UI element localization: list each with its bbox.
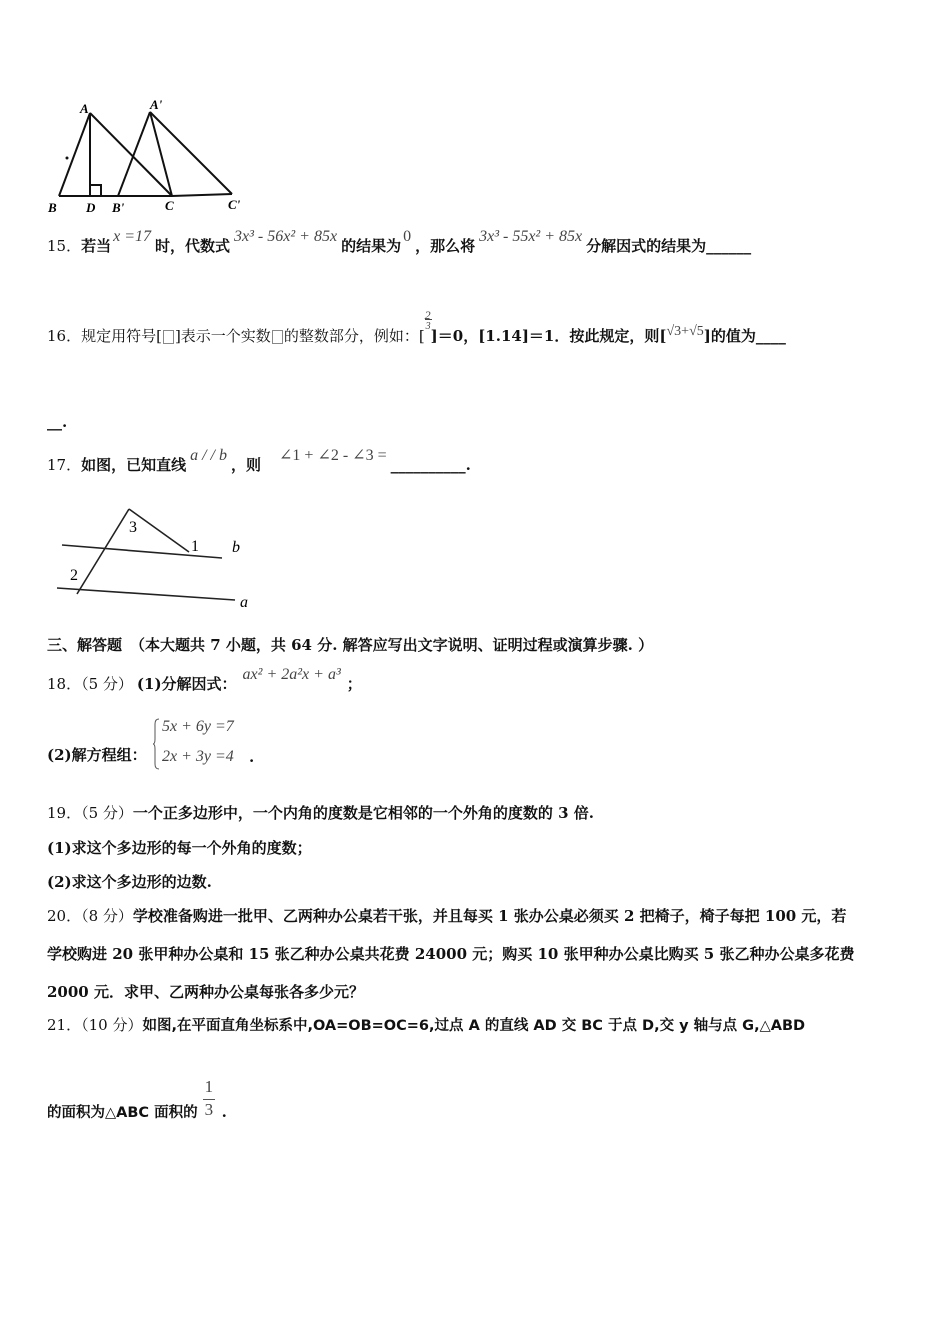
fraction-denominator: 3 xyxy=(204,1100,214,1119)
question-score: （5 分） xyxy=(81,804,133,822)
question-16-continuation: __. xyxy=(47,413,68,431)
question-number: 21． xyxy=(47,1016,82,1034)
placeholder-box-icon xyxy=(163,330,174,344)
section-title: 三、解答题 xyxy=(47,636,123,654)
equation-system xyxy=(152,716,262,772)
angle-label: 3 xyxy=(129,519,137,536)
text: ]表示一个实数 xyxy=(174,327,271,345)
answer-blank: ]的值为____ xyxy=(703,327,786,345)
fraction-numerator: 2 xyxy=(424,308,431,322)
section-note: （本大题共 7 小题，共 64 分. 解答应写出文字说明、证明过程或演算步骤. ） xyxy=(130,636,654,654)
line-label: b xyxy=(232,539,240,556)
text: 时，代数式 xyxy=(155,237,231,255)
text: ，则 xyxy=(231,456,262,474)
question-text: 2000 元．求甲、乙两种办公桌每张各多少元？ xyxy=(47,983,364,1001)
math-expression: 3x³ - 55x² + 85x xyxy=(479,228,583,245)
question-21-line2 xyxy=(47,1077,227,1123)
text: ； xyxy=(346,675,362,693)
math-expression: √3+√5 xyxy=(666,324,704,339)
figure-label: A xyxy=(80,101,89,116)
line-label: a xyxy=(240,594,248,611)
math-expression: 3x³ - 56x² + 85x xyxy=(234,228,338,245)
figure-label: C' xyxy=(228,197,241,212)
fraction xyxy=(202,1077,218,1119)
triangle-figure xyxy=(44,96,254,218)
figure-label: B' xyxy=(112,200,125,215)
text: 若当 xyxy=(81,237,112,255)
section-heading xyxy=(47,635,653,655)
math-expression: ax² + 2a²x + a³ xyxy=(242,666,341,683)
angle-label: 1 xyxy=(191,538,199,555)
text: 规定用符号[ xyxy=(81,327,162,345)
question-15 xyxy=(47,228,752,257)
math-condition: a / / b xyxy=(190,447,227,464)
text: . xyxy=(221,1103,227,1121)
question-number: 15． xyxy=(47,237,82,255)
question-number: 17． xyxy=(47,456,82,474)
question-number: 20． xyxy=(47,907,82,925)
math-expression: ∠1 + ∠2 - ∠3 = xyxy=(279,447,387,464)
question-number: 19． xyxy=(47,804,82,822)
question-number: 16． xyxy=(47,327,82,345)
angle-label: 2 xyxy=(70,567,78,584)
question-number: 18． xyxy=(47,675,82,693)
question-text: 学校购进 20 张甲种办公桌和 15 张乙种办公桌共花费 24000 元；购买 10 张甲种办公桌比购买 5 张乙种办公桌多花费 xyxy=(47,945,855,963)
fraction-denominator: 3 xyxy=(425,321,431,332)
fraction-numerator: 1 xyxy=(204,1077,214,1096)
question-score: （10 分） xyxy=(81,1016,143,1034)
part-label: (2)解方程组： xyxy=(47,746,147,764)
question-20 xyxy=(47,906,846,926)
answer-blank: __________. xyxy=(390,456,471,474)
text: 的整数部分，例如：[ xyxy=(283,327,425,345)
question-text: 如图,在平面直角坐标系中,OA=OB=OC=6,过点 A 的直线 AD 交 BC 于点 D,交 y 轴与点 G,△ABD xyxy=(142,1018,806,1034)
question-19 xyxy=(47,803,594,823)
equation: 2x + 3y =4 xyxy=(162,748,234,765)
figure-label: C xyxy=(165,198,174,213)
equation: 5x + 6y =7 xyxy=(162,718,234,735)
question-score: （8 分） xyxy=(81,907,133,925)
math-condition: x =17 xyxy=(113,228,152,245)
text: ，那么将 xyxy=(415,237,476,255)
figure-label: A' xyxy=(150,97,163,112)
text: 的结果为 xyxy=(341,237,402,255)
question-score: （5 分） xyxy=(81,675,133,693)
figure-label: D xyxy=(86,200,96,215)
part-label: (1)分解因式： xyxy=(136,675,237,693)
question-text: 的面积为△ABC 面积的 xyxy=(47,1105,198,1121)
figure-label: B xyxy=(48,200,57,215)
answer-blank: 分解因式的结果为______ xyxy=(586,237,752,255)
text: ]＝0，[1.14]＝1．按此规定，则[ xyxy=(430,327,667,345)
question-16 xyxy=(47,308,786,348)
text: . xyxy=(249,748,255,766)
brace-icon xyxy=(152,718,160,770)
part-label: (2)求这个多边形的边数. xyxy=(47,873,212,891)
math-value: 0 xyxy=(403,228,412,245)
question-18 xyxy=(47,666,362,695)
placeholder-box-icon xyxy=(272,330,283,344)
question-text: 学校准备购进一批甲、乙两种办公桌若干张，并且每买 1 张办公桌必须买 2 把椅子，椅子每把 100 元，若 xyxy=(132,907,847,925)
fraction xyxy=(424,308,431,341)
part-label: (1)求这个多边形的每一个外角的度数； xyxy=(47,839,312,857)
question-17 xyxy=(47,447,471,476)
question-text: 一个正多边形中，一个内角的度数是它相邻的一个外角的度数的 3 倍. xyxy=(132,804,595,822)
question-21 xyxy=(47,1015,805,1036)
text: 如图，已知直线 xyxy=(81,456,187,474)
parallel-lines-figure xyxy=(52,502,262,614)
